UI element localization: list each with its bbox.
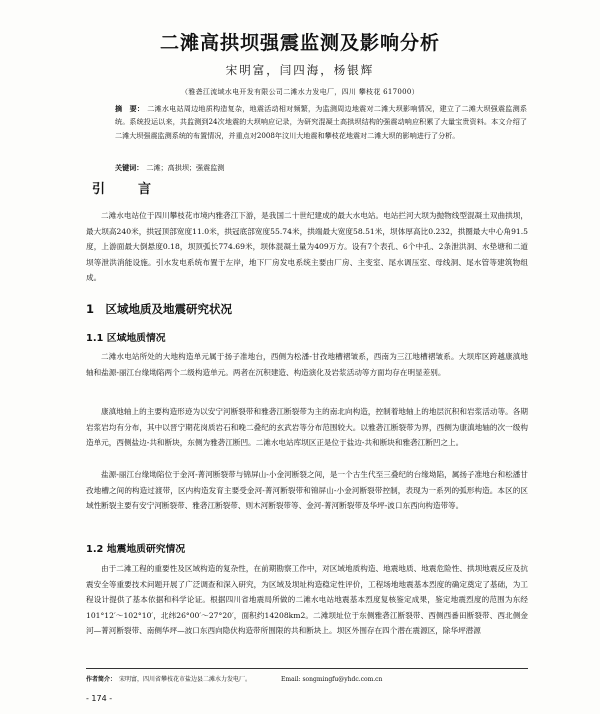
affiliation: （雅砻江流域水电开发有限公司二滩水力发电厂，四川 攀枝花 617000） — [181, 88, 419, 96]
keywords-text: 二滩；高拱坝；强震监测 — [146, 163, 225, 172]
section-1-2-heading: 1.2 地震地质研究情况 — [86, 544, 186, 555]
keywords-label: 关键词： — [115, 163, 144, 172]
keywords — [115, 162, 527, 174]
footnote-unit: 四川省攀枝花市盐边县二滩水力发电厂。 — [143, 676, 252, 683]
section-1-1-paragraph-3: 盐源-丽江台缘坳陷位于金河-菁河断裂带与锦屏山-小金河断裂之间，是一个古生代至三叠纪的台缘坳陷，属扬子准地台和松潘甘孜地槽之间的构造过渡带，区内构造发育主要受金河-菁河断裂带和锦屏山-小金河断裂带控制，表现为一系列的弧形构造。本区的区域性断裂主要有安宁河断裂带、雅砻江断裂带、则木河断裂带等、金河-菁河断裂带及华坪-波口东西向构造带等。 — [86, 470, 528, 511]
section-1-heading: 1 区域地质及地震研究状况 — [86, 302, 233, 316]
abstract-label: 摘 要： — [115, 104, 145, 113]
footnote-label: 作者简介： — [86, 676, 117, 683]
paper-title: 二滩高拱坝强震监测及影响分析 — [159, 32, 440, 54]
footnote-email: Email: songmingfu@yhdc.com.cn — [281, 676, 383, 683]
section-1-1-heading: 1.1 区域地质情况 — [86, 333, 166, 344]
authors: 宋明富，闫四海，杨银辉 — [225, 63, 375, 77]
section-1-1-paragraph-2: 康滇地轴上的主要构造形迹为以安宁河断裂带和雅砻江断裂带为主的南北向构造，控制着地轴上的地层沉积和岩浆活动等。各期岩浆岩均有分布，其中以晋宁期花岗质岩石和晚二叠纪的玄武岩等分布范围较大。以雅砻江断裂带为界，西侧为康滇地轴的次一级构造单元，西侧盐边-共和断块，东侧为雅砻江断凹。二滩水电站库坝区正是位于盐边-共和断块和雅砻江断凹之上。 — [86, 407, 528, 448]
intro-paragraph: 二滩水电站位于四川攀枝花市境内雅砻江下游，是我国二十世纪建成的最大水电站。电站拦河大坝为抛物线型混凝土双曲拱坝，最大坝高240米，拱冠顶部宽度11.0米，拱冠底部宽度55.74米，拱端最大宽度58.51米，坝体厚高比0.232，拱圈最大中心角91.5度，上游面最大倒悬度0.18，坝顶弧长774.69米，坝体混凝土量为409万方。设有7个表孔、6个中孔、2条泄洪洞、水垫塘和二道坝等泄洪消能设施。引水发电系统布置于左岸，地下厂房发电系统主要由厂房、主变室、尾水调压室、母线洞、尾水管等建筑物组成。 — [86, 211, 528, 283]
footnote — [86, 674, 528, 683]
abstract — [115, 102, 527, 142]
section-1-2-paragraph-1: 由于二滩工程的重要性及区域构造的复杂性，在前期勘察工作中，对区域地质构造、地震地质、地震危险性、拱坝地震反应及抗震安全等重要技术问题开展了广泛调查和深入研究，为区域及坝址构造稳定性评价，工程场地地震基本烈度的确定奠定了基础，为工程设计提供了基本依据和科学论证。根据四川省地震局所做的二滩水电站地震基本烈度复核鉴定成果，鉴定地震烈度的范围为东经101°12′～102°10′，北纬26°00′～27°20′，面积约14208km2。二滩坝址位于东侧雅砻江断裂带、西侧西番田断裂带、西北侧金河—菁河断裂带、南侧华坪—波口东西向隐伏构造带所围限的共和断块上。坝区外围存在四个潜在震源区，除华坪潜源 — [86, 564, 528, 636]
section-1-1-paragraph-1: 二滩水电站所处的大地构造单元属于扬子准地台，西侧为松潘-甘孜地槽褶皱系，西南为三江地槽褶皱系。大坝库区跨越康滇地轴和盐源-丽江台缘坳陷两个二级构造单元。两者在沉积建造、构造演化及岩浆活动等方面均存在明显差别。 — [86, 352, 528, 377]
abstract-text: 二滩水电站周边地质构造复杂，地震活动相对频繁，为监测周边地震对二滩大坝影响情况，建立了二滩大坝强震监测系统。系统投运以来，共监测到24次地震的大坝响应记录，为研究混凝土高拱坝结构的强震动响应积累了大量宝贵资料。本文介绍了二滩大坝强震监测系统的布置情况，并重点对2008年汶川大地震和攀枝花地震对二滩大坝的影响进行了分析。 — [115, 104, 528, 140]
footnote-divider — [86, 668, 528, 669]
page-number: - 174 - — [86, 694, 113, 703]
footnote-author: 宋明富， — [119, 676, 144, 683]
intro-heading: 引 言 — [92, 182, 162, 197]
